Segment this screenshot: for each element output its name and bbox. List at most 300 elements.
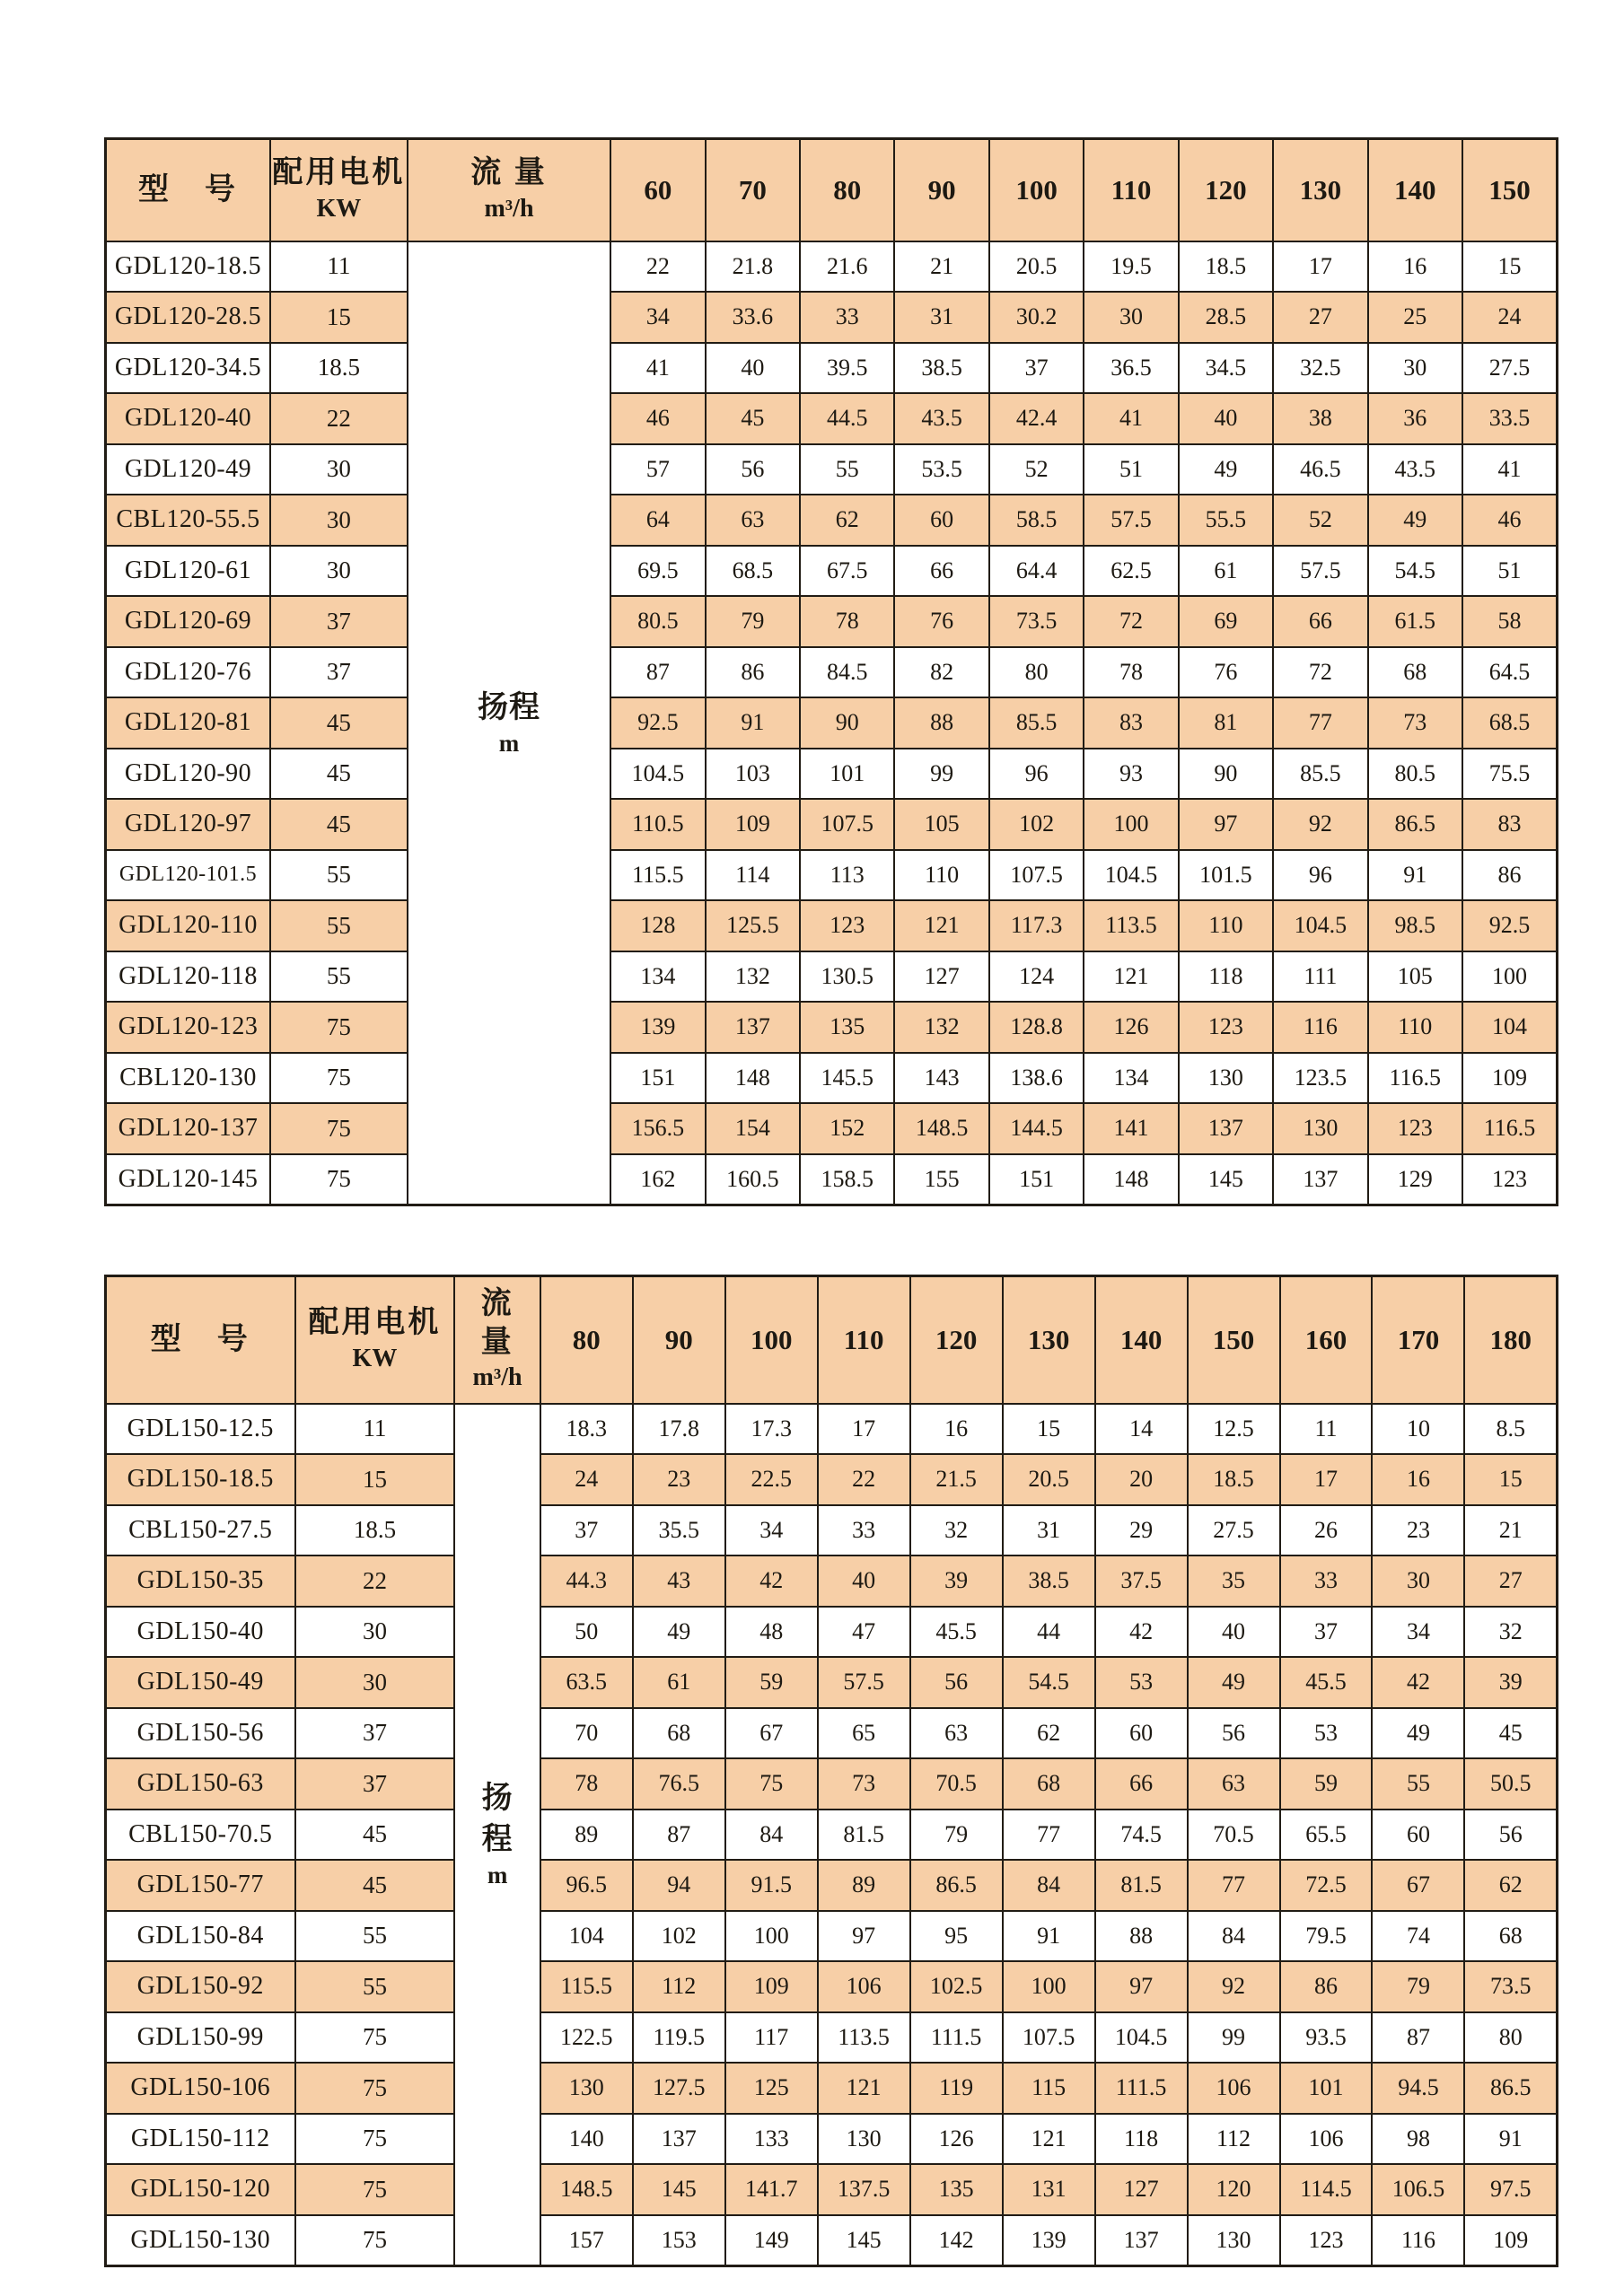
head-value-cell: 110 — [1368, 1002, 1462, 1053]
motor-kw-cell: 45 — [270, 697, 408, 749]
head-value-cell: 58.5 — [989, 495, 1084, 546]
head-value-cell: 24 — [1462, 292, 1558, 343]
head-value-cell: 41 — [610, 343, 705, 394]
head-value-cell: 130 — [1179, 1053, 1273, 1104]
head-value-cell: 27 — [1273, 292, 1367, 343]
head-value-cell: 124 — [989, 951, 1084, 1003]
head-unit-line: m — [487, 1862, 508, 1889]
table-row — [106, 495, 1558, 546]
head-value-cell: 135 — [910, 2164, 1003, 2215]
head-value-cell: 96.5 — [540, 1860, 633, 1911]
model-cell: GDL120-61 — [106, 546, 271, 597]
header-motor-line: 配用电机 — [272, 156, 406, 190]
motor-kw-cell: 55 — [295, 1961, 455, 2012]
head-value-cell: 81.5 — [1095, 1860, 1188, 1911]
head-value-cell: 37.5 — [1095, 1555, 1188, 1607]
head-value-cell: 123.5 — [1273, 1053, 1367, 1104]
head-value-cell: 104.5 — [610, 749, 705, 800]
head-value-cell: 70.5 — [1188, 1810, 1280, 1861]
head-value-cell: 52 — [989, 444, 1084, 495]
head-value-cell: 106.5 — [1372, 2164, 1464, 2215]
head-value-cell: 107.5 — [800, 799, 894, 850]
model-cell: GDL150-106 — [106, 2063, 295, 2114]
head-value-cell: 137 — [706, 1002, 800, 1053]
head-value-cell: 55 — [1372, 1758, 1464, 1810]
head-value-cell: 21 — [1464, 1505, 1557, 1556]
head-value-cell: 41 — [1084, 393, 1178, 444]
motor-kw-cell: 11 — [270, 241, 408, 293]
head-value-cell: 156.5 — [610, 1103, 705, 1154]
head-value-cell: 91 — [1464, 2114, 1557, 2165]
model-cell: GDL150-99 — [106, 2012, 295, 2064]
head-value-cell: 101 — [1280, 2063, 1373, 2114]
head-value-cell: 44.3 — [540, 1555, 633, 1607]
head-value-cell: 15 — [1003, 1404, 1095, 1455]
head-value-cell: 77 — [1188, 1860, 1280, 1911]
head-value-cell: 99 — [1188, 2012, 1280, 2064]
head-value-cell: 49 — [1372, 1708, 1464, 1759]
model-cell: GDL150-49 — [106, 1657, 295, 1708]
head-value-cell: 17 — [1273, 241, 1367, 293]
head-value-cell: 32.5 — [1273, 343, 1367, 394]
header-model: 型 号 — [106, 1276, 295, 1404]
head-value-cell: 59 — [725, 1657, 818, 1708]
head-value-cell: 92.5 — [1462, 900, 1558, 951]
head-value-cell: 72 — [1273, 647, 1367, 698]
motor-kw-cell: 37 — [270, 647, 408, 698]
header-flow-unit — [408, 139, 610, 241]
head-value-cell: 154 — [706, 1103, 800, 1154]
head-value-cell: 73 — [818, 1758, 910, 1810]
header-flow-col-5: 110 — [1084, 139, 1178, 241]
head-value-cell: 111.5 — [910, 2012, 1003, 2064]
head-value-cell: 132 — [894, 1002, 988, 1053]
head-value-cell: 57.5 — [1273, 546, 1367, 597]
head-value-cell: 118 — [1095, 2114, 1188, 2165]
head-value-cell: 69 — [1179, 596, 1273, 647]
head-value-cell: 81 — [1179, 697, 1273, 749]
head-value-cell: 69.5 — [610, 546, 705, 597]
motor-kw-cell: 75 — [270, 1103, 408, 1154]
head-value-cell: 106 — [1188, 2063, 1280, 2114]
table-row — [106, 1607, 1558, 1658]
header-flow-col-6: 120 — [1179, 139, 1273, 241]
head-value-cell: 54.5 — [1368, 546, 1462, 597]
head-value-cell: 104 — [540, 1911, 633, 1962]
head-value-cell: 30.2 — [989, 292, 1084, 343]
head-value-cell: 64 — [610, 495, 705, 546]
head-value-cell: 119 — [910, 2063, 1003, 2114]
head-value-cell: 25 — [1368, 292, 1462, 343]
head-value-cell: 162 — [610, 1154, 705, 1205]
head-value-cell: 113 — [800, 850, 894, 901]
head-value-cell: 104.5 — [1095, 2012, 1188, 2064]
head-value-cell: 83 — [1462, 799, 1558, 850]
head-unit-line: 扬程 — [478, 690, 540, 724]
motor-kw-cell: 30 — [295, 1607, 455, 1658]
head-value-cell: 84 — [1188, 1911, 1280, 1962]
model-cell: GDL120-101.5 — [106, 850, 271, 901]
head-value-cell: 40 — [1188, 1607, 1280, 1658]
head-value-cell: 26 — [1280, 1505, 1373, 1556]
head-value-cell: 64.4 — [989, 546, 1084, 597]
header-motor-line: 配用电机 — [308, 1306, 442, 1340]
head-value-cell: 23 — [1372, 1505, 1464, 1556]
table-row — [106, 1961, 1558, 2012]
head-value-cell: 125 — [725, 2063, 818, 2114]
head-value-cell: 49 — [1188, 1657, 1280, 1708]
head-value-cell: 138.6 — [989, 1053, 1084, 1104]
header-model: 型 号 — [106, 139, 271, 241]
head-value-cell: 21 — [894, 241, 988, 293]
head-value-cell: 90 — [1179, 749, 1273, 800]
header-flow-col-10: 180 — [1464, 1276, 1557, 1404]
head-value-cell: 130 — [818, 2114, 910, 2165]
head-value-cell: 53 — [1095, 1657, 1188, 1708]
head-value-cell: 130 — [1188, 2215, 1280, 2266]
motor-kw-cell: 75 — [295, 2012, 455, 2064]
motor-kw-cell: 45 — [295, 1860, 455, 1911]
head-value-cell: 116.5 — [1368, 1053, 1462, 1104]
header-flow-col-1: 70 — [706, 139, 800, 241]
head-value-cell: 54.5 — [1003, 1657, 1095, 1708]
head-value-cell: 66 — [894, 546, 988, 597]
header-flow-col-3: 110 — [818, 1276, 910, 1404]
table-header-row — [106, 1276, 1558, 1404]
head-value-cell: 109 — [1464, 2215, 1557, 2266]
model-cell: GDL150-12.5 — [106, 1404, 295, 1455]
head-value-cell: 18.3 — [540, 1404, 633, 1455]
head-value-cell: 85.5 — [1273, 749, 1367, 800]
head-value-cell: 70 — [540, 1708, 633, 1759]
head-value-cell: 11 — [1280, 1404, 1373, 1455]
head-value-cell: 145 — [633, 2164, 725, 2215]
head-value-cell: 48 — [725, 1607, 818, 1658]
head-value-cell: 12.5 — [1188, 1404, 1280, 1455]
head-value-cell: 14 — [1095, 1404, 1188, 1455]
head-value-cell: 96 — [1273, 850, 1367, 901]
head-value-cell: 21.8 — [706, 241, 800, 293]
head-value-cell: 22 — [610, 241, 705, 293]
motor-kw-cell: 75 — [295, 2114, 455, 2165]
model-cell: GDL150-112 — [106, 2114, 295, 2165]
head-value-cell: 76.5 — [633, 1758, 725, 1810]
head-value-cell: 68.5 — [706, 546, 800, 597]
head-value-cell: 105 — [894, 799, 988, 850]
head-value-cell: 88 — [894, 697, 988, 749]
head-value-cell: 97 — [818, 1911, 910, 1962]
head-value-cell: 22.5 — [725, 1454, 818, 1505]
head-value-cell: 148 — [1084, 1154, 1178, 1205]
head-value-cell: 96 — [989, 749, 1084, 800]
head-value-cell: 80 — [1464, 2012, 1557, 2064]
motor-kw-cell: 18.5 — [270, 343, 408, 394]
head-value-cell: 36.5 — [1084, 343, 1178, 394]
head-unit-cell — [454, 1404, 540, 2266]
head-value-cell: 90 — [800, 697, 894, 749]
head-value-cell: 116 — [1372, 2215, 1464, 2266]
head-value-cell: 70.5 — [910, 1758, 1003, 1810]
head-value-cell: 46 — [610, 393, 705, 444]
head-value-cell: 62 — [1464, 1860, 1557, 1911]
head-value-cell: 86 — [706, 647, 800, 698]
head-value-cell: 91 — [1003, 1911, 1095, 1962]
motor-kw-cell: 55 — [270, 900, 408, 951]
head-value-cell: 28.5 — [1179, 292, 1273, 343]
head-value-cell: 106 — [1280, 2114, 1373, 2165]
head-value-cell: 123 — [1368, 1103, 1462, 1154]
head-value-cell: 60 — [1372, 1810, 1464, 1861]
head-value-cell: 112 — [1188, 2114, 1280, 2165]
head-unit-line: 扬 — [481, 1782, 514, 1816]
model-cell: GDL120-49 — [106, 444, 271, 495]
head-value-cell: 22 — [818, 1454, 910, 1505]
head-value-cell: 88 — [1095, 1911, 1188, 1962]
model-cell: CBL120-55.5 — [106, 495, 271, 546]
head-value-cell: 148 — [706, 1053, 800, 1104]
head-value-cell: 109 — [1462, 1053, 1558, 1104]
head-value-cell: 61.5 — [1368, 596, 1462, 647]
head-value-cell: 43 — [633, 1555, 725, 1607]
head-value-cell: 94.5 — [1372, 2063, 1464, 2114]
head-value-cell: 102 — [633, 1911, 725, 1962]
head-value-cell: 37 — [1280, 1607, 1373, 1658]
head-value-cell: 20.5 — [1003, 1454, 1095, 1505]
head-value-cell: 68 — [1003, 1758, 1095, 1810]
head-value-cell: 141.7 — [725, 2164, 818, 2215]
head-value-cell: 27 — [1464, 1555, 1557, 1607]
head-value-cell: 100 — [1084, 799, 1178, 850]
head-value-cell: 68 — [1368, 647, 1462, 698]
head-value-cell: 76 — [894, 596, 988, 647]
head-value-cell: 130.5 — [800, 951, 894, 1003]
head-value-cell: 97 — [1179, 799, 1273, 850]
head-value-cell: 74 — [1372, 1911, 1464, 1962]
head-value-cell: 59 — [1280, 1758, 1373, 1810]
head-value-cell: 35.5 — [633, 1505, 725, 1556]
head-value-cell: 91 — [706, 697, 800, 749]
head-value-cell: 114 — [706, 850, 800, 901]
head-value-cell: 61 — [1179, 546, 1273, 597]
head-value-cell: 46.5 — [1273, 444, 1367, 495]
head-value-cell: 67 — [725, 1708, 818, 1759]
head-value-cell: 63 — [910, 1708, 1003, 1759]
head-value-cell: 85.5 — [989, 697, 1084, 749]
head-value-cell: 91.5 — [725, 1860, 818, 1911]
head-value-cell: 123 — [1179, 1002, 1273, 1053]
table-row — [106, 1810, 1558, 1861]
model-cell: CBL120-130 — [106, 1053, 271, 1104]
head-value-cell: 102 — [989, 799, 1084, 850]
head-value-cell: 110.5 — [610, 799, 705, 850]
motor-kw-cell: 30 — [270, 546, 408, 597]
head-value-cell: 121 — [894, 900, 988, 951]
head-value-cell: 63.5 — [540, 1657, 633, 1708]
head-value-cell: 39 — [910, 1555, 1003, 1607]
model-cell: GDL150-35 — [106, 1555, 295, 1607]
head-value-cell: 116.5 — [1462, 1103, 1558, 1154]
head-value-cell: 134 — [1084, 1053, 1178, 1104]
head-value-cell: 33 — [1280, 1555, 1373, 1607]
head-value-cell: 123 — [1280, 2215, 1373, 2266]
head-value-cell: 33.5 — [1462, 393, 1558, 444]
head-value-cell: 137 — [633, 2114, 725, 2165]
head-value-cell: 43.5 — [894, 393, 988, 444]
head-value-cell: 34 — [725, 1505, 818, 1556]
head-value-cell: 145 — [818, 2215, 910, 2266]
head-value-cell: 62 — [1003, 1708, 1095, 1759]
motor-kw-cell: 45 — [270, 749, 408, 800]
head-value-cell: 111.5 — [1095, 2063, 1188, 2114]
head-value-cell: 113.5 — [1084, 900, 1178, 951]
head-value-cell: 101 — [800, 749, 894, 800]
head-value-cell: 51 — [1462, 546, 1558, 597]
header-flow-line: 量 — [480, 1325, 514, 1359]
header-flow-col-8: 140 — [1368, 139, 1462, 241]
head-value-cell: 49 — [633, 1607, 725, 1658]
head-value-cell: 86.5 — [1368, 799, 1462, 850]
head-value-cell: 56 — [706, 444, 800, 495]
table-row — [106, 850, 1558, 901]
model-cell: GDL150-130 — [106, 2215, 295, 2266]
table-row — [106, 444, 1558, 495]
head-value-cell: 33 — [818, 1505, 910, 1556]
head-value-cell: 18.5 — [1188, 1454, 1280, 1505]
head-unit-cell — [408, 241, 610, 1205]
table-row — [106, 1860, 1558, 1911]
head-value-cell: 18.5 — [1179, 241, 1273, 293]
head-value-cell: 38 — [1273, 393, 1367, 444]
head-value-cell: 127 — [1095, 2164, 1188, 2215]
head-value-cell: 50.5 — [1464, 1758, 1557, 1810]
head-value-cell: 80 — [989, 647, 1084, 698]
model-cell: GDL150-18.5 — [106, 1454, 295, 1505]
head-value-cell: 106 — [818, 1961, 910, 2012]
table-row — [106, 1053, 1558, 1104]
head-value-cell: 84.5 — [800, 647, 894, 698]
head-value-cell: 32 — [1464, 1607, 1557, 1658]
head-value-cell: 107.5 — [989, 850, 1084, 901]
motor-kw-cell: 30 — [270, 495, 408, 546]
head-value-cell: 17 — [818, 1404, 910, 1455]
head-value-cell: 131 — [1003, 2164, 1095, 2215]
head-value-cell: 137.5 — [818, 2164, 910, 2215]
head-value-cell: 115 — [1003, 2063, 1095, 2114]
head-value-cell: 34 — [610, 292, 705, 343]
head-value-cell: 24 — [540, 1454, 633, 1505]
head-value-cell: 104.5 — [1084, 850, 1178, 901]
header-flow-col-0: 60 — [610, 139, 705, 241]
head-value-cell: 80.5 — [610, 596, 705, 647]
head-value-cell: 151 — [989, 1154, 1084, 1205]
header-flow-line: m³/h — [484, 194, 534, 223]
head-value-cell: 92 — [1273, 799, 1367, 850]
head-value-cell: 53 — [1280, 1708, 1373, 1759]
header-flow-col-8: 160 — [1280, 1276, 1373, 1404]
head-value-cell: 82 — [894, 647, 988, 698]
head-value-cell: 157 — [540, 2215, 633, 2266]
head-value-cell: 84 — [1003, 1860, 1095, 1911]
head-value-cell: 145 — [1179, 1154, 1273, 1205]
head-value-cell: 118 — [1179, 951, 1273, 1003]
head-value-cell: 42 — [1095, 1607, 1188, 1658]
model-cell: GDL120-123 — [106, 1002, 271, 1053]
head-value-cell: 40 — [706, 343, 800, 394]
head-value-cell: 45 — [1464, 1708, 1557, 1759]
head-value-cell: 89 — [540, 1810, 633, 1861]
head-value-cell: 15 — [1464, 1454, 1557, 1505]
table-row — [106, 1103, 1558, 1154]
head-value-cell: 126 — [910, 2114, 1003, 2165]
motor-kw-cell: 18.5 — [295, 1505, 455, 1556]
head-value-cell: 109 — [706, 799, 800, 850]
head-value-cell: 123 — [800, 900, 894, 951]
motor-kw-cell: 22 — [295, 1555, 455, 1607]
model-cell: GDL120-110 — [106, 900, 271, 951]
head-value-cell: 44.5 — [800, 393, 894, 444]
head-value-cell: 30 — [1084, 292, 1178, 343]
header-flow-line: 流 量 — [470, 156, 548, 190]
table-row — [106, 2164, 1558, 2215]
head-value-cell: 27.5 — [1188, 1505, 1280, 1556]
head-value-cell: 126 — [1084, 1002, 1178, 1053]
table-row — [106, 1002, 1558, 1053]
head-value-cell: 37 — [989, 343, 1084, 394]
table-row — [106, 1758, 1558, 1810]
head-value-cell: 39.5 — [800, 343, 894, 394]
motor-kw-cell: 75 — [270, 1053, 408, 1104]
header-flow-col-4: 120 — [910, 1276, 1003, 1404]
head-value-cell: 77 — [1003, 1810, 1095, 1861]
head-value-cell: 97.5 — [1464, 2164, 1557, 2215]
motor-kw-cell: 37 — [270, 596, 408, 647]
motor-kw-cell: 30 — [295, 1657, 455, 1708]
head-value-cell: 68.5 — [1462, 697, 1558, 749]
table-row — [106, 1154, 1558, 1205]
head-value-cell: 45.5 — [1280, 1657, 1373, 1708]
head-unit-line: m — [498, 729, 520, 757]
head-value-cell: 21.6 — [800, 241, 894, 293]
head-value-cell: 66 — [1095, 1758, 1188, 1810]
head-value-cell: 29 — [1095, 1505, 1188, 1556]
model-cell: GDL120-76 — [106, 647, 271, 698]
head-value-cell: 58 — [1462, 596, 1558, 647]
table-row — [106, 1911, 1558, 1962]
model-cell: GDL120-81 — [106, 697, 271, 749]
head-value-cell: 35 — [1188, 1555, 1280, 1607]
header-motor-kw — [270, 139, 408, 241]
motor-kw-cell: 15 — [270, 292, 408, 343]
head-value-cell: 120 — [1188, 2164, 1280, 2215]
head-value-cell: 117.3 — [989, 900, 1084, 951]
head-value-cell: 81.5 — [818, 1810, 910, 1861]
head-value-cell: 144.5 — [989, 1103, 1084, 1154]
head-value-cell: 40 — [1179, 393, 1273, 444]
head-value-cell: 65 — [818, 1708, 910, 1759]
head-value-cell: 151 — [610, 1053, 705, 1104]
motor-kw-cell: 45 — [295, 1810, 455, 1861]
head-value-cell: 38.5 — [1003, 1555, 1095, 1607]
table-row — [106, 951, 1558, 1003]
head-value-cell: 145.5 — [800, 1053, 894, 1104]
table-row — [106, 1505, 1558, 1556]
head-value-cell: 137 — [1095, 2215, 1188, 2266]
head-value-cell: 41 — [1462, 444, 1558, 495]
head-value-cell: 103 — [706, 749, 800, 800]
head-value-cell: 89 — [818, 1860, 910, 1911]
head-value-cell: 55.5 — [1179, 495, 1273, 546]
head-value-cell: 143 — [894, 1053, 988, 1104]
